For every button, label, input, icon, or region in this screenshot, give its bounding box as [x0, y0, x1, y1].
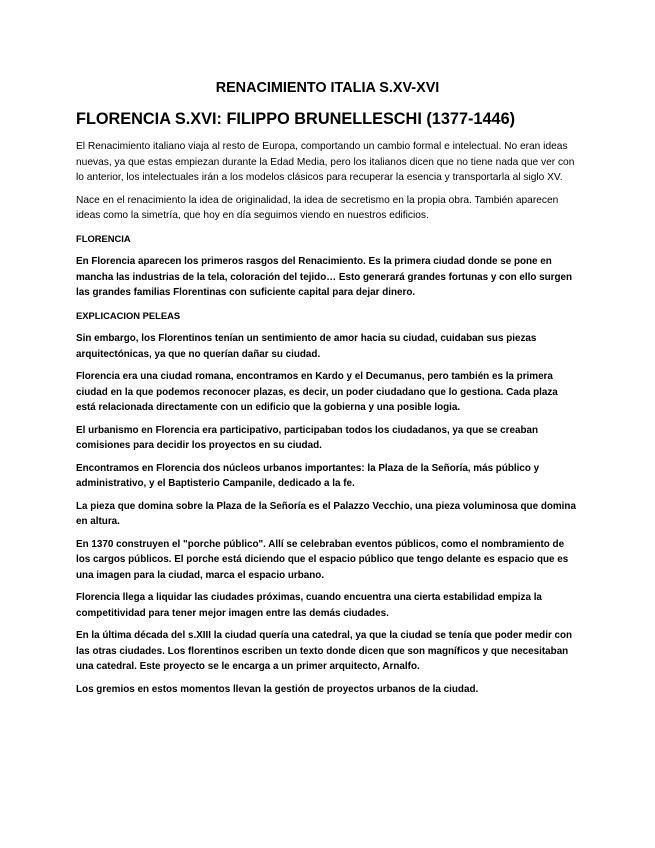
- peleas-paragraph-5: La pieza que domina sobre la Plaza de la Señoría es el Palazzo Vecchio, una pieza voluminosa que domina en altura.: [76, 500, 576, 527]
- peleas-paragraph-4: Encontramos en Florencia dos núcleos urbanos importantes: la Plaza de la Señoría, más público y administrativo, y el Baptisterio Campanile, dedicado a la fe.: [76, 462, 540, 489]
- peleas-paragraph-6: En 1370 construyen el "porche público". Allí se celebraban eventos públicos, como el nombramiento de los cargos públicos. El porche está diciendo que el espacio público que tengo delante es espacio que es una imagen para la ciudad, marca el espacio urbano.: [76, 538, 569, 581]
- peleas-paragraph-8: En la última década del s.XIII la ciudad quería una catedral, ya que la ciudad se tenía que poder medir con las otras ciudades. Los florentinos escriben un texto donde dicen que son magníficos y que necesitaban una catedral. Este proyecto se le encarga a un primer arquitecto, Arnalfo.: [76, 630, 573, 672]
- intro-paragraph-1: El Renacimiento italiano viaja al resto de Europa, comportando un cambio formal e intelectual. No eran ideas nuevas, ya que estas empiezan durante la Edad Media, pero los italianos dicen que no tiene nada que ver con lo anterior, los intelectuales irán a los modelos clásicos para recuperar la esencia y transportarla al siglo XV.: [76, 141, 575, 183]
- intro-paragraph-2: Nace en el renacimiento la idea de originalidad, la idea de secretismo en la propia obra. También aparecen ideas como la simetría, que hoy en día seguimos viendo en nuestros edificios.: [76, 194, 559, 221]
- peleas-paragraph-9: Los gremios en estos momentos llevan la gestión de proyectos urbanos de la ciudad.: [76, 683, 479, 695]
- peleas-paragraph-2: Florencia era una ciudad romana, encontramos en Kardo y el Decumanus, pero también es la primera ciudad en la que podemos reconocer plazas, es decir, un poder ciudadano que lo gestiona. Cada plaza está relacionada directamente con un edificio que la gobierna y una posible logia.: [76, 371, 558, 413]
- document-subtitle: FLORENCIA S.XVI: FILIPPO BRUNELLESCHI (1377-1446): [76, 110, 516, 128]
- section-heading-explicacion-peleas: EXPLICACION PELEAS: [76, 309, 181, 321]
- peleas-paragraph-3: El urbanismo en Florencia era participativo, participaban todos los ciudadanos, ya que se creaban comisiones para decidir los proyectos en su ciudad.: [76, 424, 539, 451]
- section-heading-florencia: FLORENCIA: [76, 232, 131, 244]
- florencia-paragraph-1: En Florencia aparecen los primeros rasgos del Renacimiento. Es la primera ciudad donde se pone en mancha las industrias de la tela, coloración del tejido… Esto generará grandes fortunas y con ello surgen las grandes familias Florentinas con suficiente capital para dejar dinero.: [76, 256, 573, 298]
- peleas-paragraph-7: Florencia llega a liquidar las ciudades próximas, cuando encuentra una cierta estabilidad empiza la competitividad para tener mejor imagen entre las demás ciudades.: [76, 592, 542, 619]
- document-body: [76, 139, 576, 704]
- peleas-paragraph-1: Sin embargo, los Florentinos tenían un sentimiento de amor hacia su ciudad, cuidaban sus piezas arquitectónicas, ya que no querían dañar su ciudad.: [76, 333, 537, 360]
- document-title: RENACIMIENTO ITALIA S.XV-XVI: [215, 80, 440, 96]
